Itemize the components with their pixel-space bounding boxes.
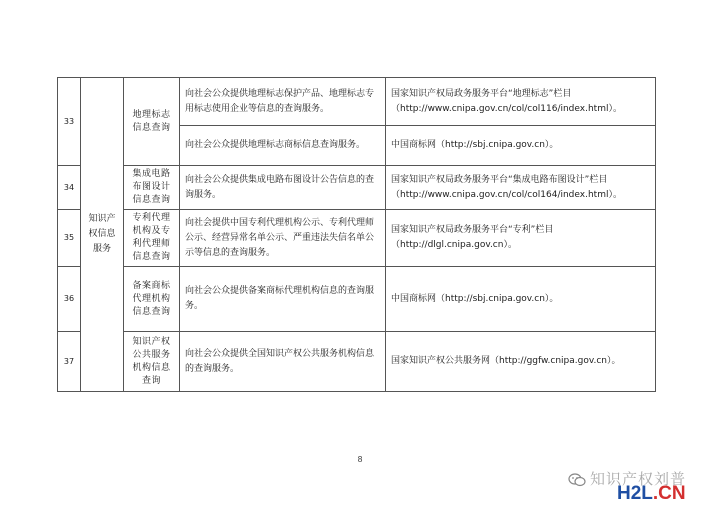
item-name: 知识产权公共服务机构信息查询 xyxy=(124,332,180,392)
table-row xyxy=(58,210,656,267)
item-source: 国家知识产权局政务服务平台“专利”栏目（http://dlgl.cnipa.gov.cn）。 xyxy=(386,210,656,267)
page-number: 8 xyxy=(357,455,363,464)
wechat-chat-icon xyxy=(568,472,586,486)
row-number: 34 xyxy=(58,166,81,210)
item-source: 国家知识产权局政务服务平台“集成电路布图设计”栏目（http://www.cnipa.gov.cn/col/col164/index.html）。 xyxy=(386,166,656,210)
item-name: 备案商标代理机构信息查询 xyxy=(124,267,180,332)
logo-h2l: H2L xyxy=(617,483,653,504)
row-number: 36 xyxy=(58,267,81,332)
item-description: 向社会公众提供备案商标代理机构信息的查询服务。 xyxy=(180,267,386,332)
item-source: 中国商标网（http://sbj.cnipa.gov.cn）。 xyxy=(386,126,656,166)
item-source: 国家知识产权局政务服务平台“地理标志”栏目（http://www.cnipa.gov.cn/col/col116/index.html）。 xyxy=(386,78,656,126)
item-description: 向社会公众提供地理标志商标信息查询服务。 xyxy=(180,126,386,166)
category-cell: 知识产权信息服务 xyxy=(81,78,124,392)
service-table xyxy=(57,77,656,392)
row-number: 37 xyxy=(58,332,81,392)
item-name: 专利代理机构及专利代理师信息查询 xyxy=(124,210,180,267)
item-source: 中国商标网（http://sbj.cnipa.gov.cn）。 xyxy=(386,267,656,332)
item-name: 地理标志信息查询 xyxy=(124,78,180,166)
table-row xyxy=(58,332,656,392)
row-number: 35 xyxy=(58,210,81,267)
table-row xyxy=(58,78,656,126)
item-description: 向社会公众提供集成电路布图设计公告信息的查询服务。 xyxy=(180,166,386,210)
table-row xyxy=(58,267,656,332)
item-description: 向社会提供中国专利代理机构公示、专利代理师公示、经营异常名单公示、严重违法失信名单公示等信息的查询服务。 xyxy=(180,210,386,267)
item-name: 集成电路布图设计信息查询 xyxy=(124,166,180,210)
h2l-logo xyxy=(617,483,686,505)
watermark xyxy=(568,464,718,508)
item-source: 国家知识产权公共服务网（http://ggfw.cnipa.gov.cn）。 xyxy=(386,332,656,392)
table-row xyxy=(58,166,656,210)
item-description: 向社会公众提供全国知识产权公共服务机构信息的查询服务。 xyxy=(180,332,386,392)
logo-cn: .CN xyxy=(652,483,686,504)
row-number: 33 xyxy=(58,78,81,166)
item-description: 向社会公众提供地理标志保护产品、地理标志专用标志使用企业等信息的查询服务。 xyxy=(180,78,386,126)
watermark-text: 知识产权刘普 xyxy=(590,470,687,488)
